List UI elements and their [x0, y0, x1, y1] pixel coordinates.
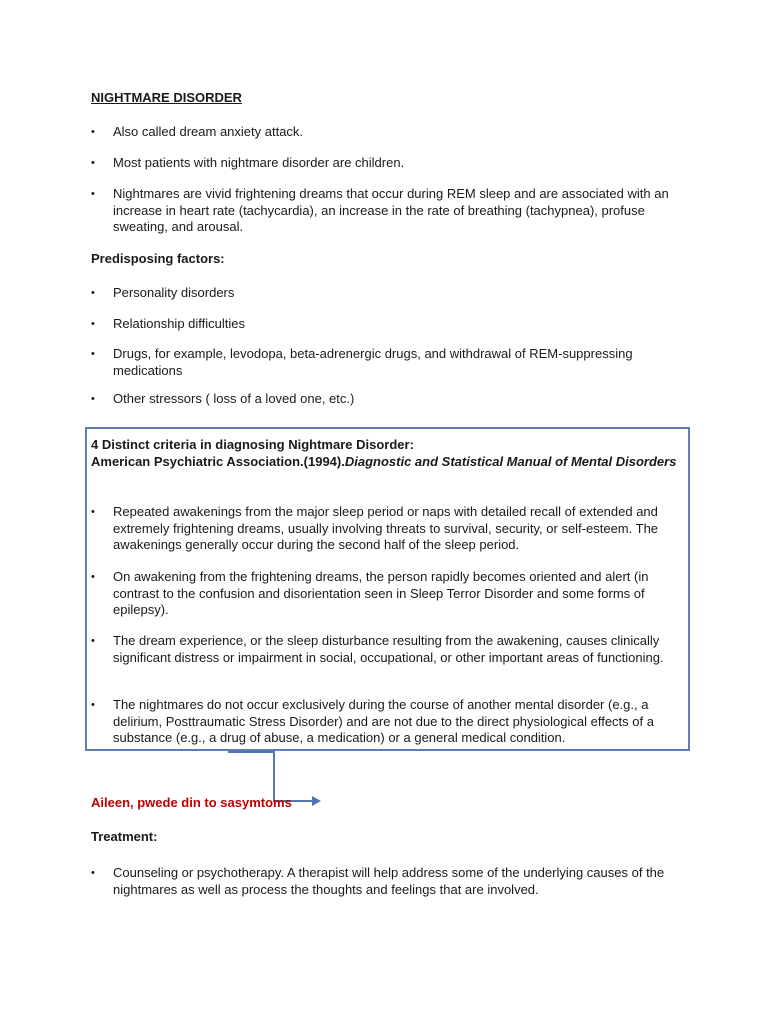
bullet-icon: •: [91, 318, 95, 330]
list-item: [91, 865, 673, 898]
list-item-text: Also called dream anxiety attack.: [113, 124, 304, 139]
bullet-icon: •: [91, 506, 95, 518]
bullet-icon: •: [91, 188, 95, 200]
bullet-icon: •: [91, 393, 95, 405]
list-item-text: Other stressors ( loss of a loved one, etc.): [113, 391, 355, 406]
reviewer-note: Aileen, pwede din to sasymtoms: [91, 795, 292, 810]
list-item: [91, 186, 693, 236]
bullet-icon: •: [91, 287, 95, 299]
bullet-icon: •: [91, 348, 95, 360]
bullet-icon: •: [91, 157, 95, 169]
list-item: [91, 504, 673, 554]
list-item-text: Nightmares are vivid frightening dreams that occur during REM sleep and are associated with an increase in heart rate (tachycardia), an increase in the rate of breathing (tachypnea), profuse sweating, and arousal.: [113, 186, 669, 234]
reference-author: American Psychiatric Association.(1994).: [91, 453, 345, 469]
criteria-heading: 4 Distinct criteria in diagnosing Nightmare Disorder:: [91, 437, 414, 452]
reference-title: Diagnostic and Statistical Manual of Mental Disorders: [344, 453, 677, 469]
bullet-icon: •: [91, 571, 95, 583]
criteria-box-heading: [91, 437, 681, 470]
list-item: [91, 124, 713, 141]
list-item-text: Personality disorders: [113, 285, 235, 300]
bullet-icon: •: [91, 867, 95, 879]
bullet-icon: •: [91, 126, 95, 138]
list-item-text: On awakening from the frightening dreams, the person rapidly becomes oriented and alert (in contrast to the confusion and disorientation seen in Sleep Terror Disorder and some forms of epilepsy).: [113, 569, 649, 617]
list-item-text: Most patients with nightmare disorder are children.: [113, 155, 405, 170]
bullet-icon: •: [91, 635, 95, 647]
list-item-text: Relationship difficulties: [113, 316, 245, 331]
list-item-text: Drugs, for example, levodopa, beta-adrenergic drugs, and withdrawal of REM-suppressing medications: [113, 346, 633, 378]
list-item: [91, 569, 673, 619]
page-title: NIGHTMARE DISORDER: [91, 90, 242, 105]
list-item: [91, 285, 713, 302]
predisposing-heading: Predisposing factors:: [91, 251, 225, 266]
criteria-reference: [91, 454, 681, 471]
list-item: [91, 697, 678, 747]
list-item: [91, 155, 713, 172]
list-item-text: The dream experience, or the sleep disturbance resulting from the awakening, causes clinically significant distress or impairment in social, occupational, or other important areas of functioning.: [113, 633, 664, 665]
list-item-text: Repeated awakenings from the major sleep period or naps with detailed recall of extended and extremely frightening dreams, usually involving threats to survival, security, or self-esteem. The awakenings generally occur during the second half of the sleep period.: [113, 504, 659, 552]
list-item: [91, 346, 673, 379]
list-item-text: Counseling or psychotherapy. A therapist will help address some of the underlying causes of the nightmares as well as process the thoughts and feelings that are involved.: [113, 865, 665, 897]
list-item: [91, 391, 713, 408]
list-item-text: The nightmares do not occur exclusively during the course of another mental disorder (e.g., a delirium, Posttraumatic Stress Disorder) and are not due to the direct physiological effects of a substance (e.g., a drug of abuse, a medication) or a general medical condition.: [113, 697, 654, 745]
treatment-heading: Treatment:: [91, 829, 158, 844]
list-item: [91, 633, 673, 666]
list-item: [91, 316, 713, 333]
bullet-icon: •: [91, 699, 95, 711]
